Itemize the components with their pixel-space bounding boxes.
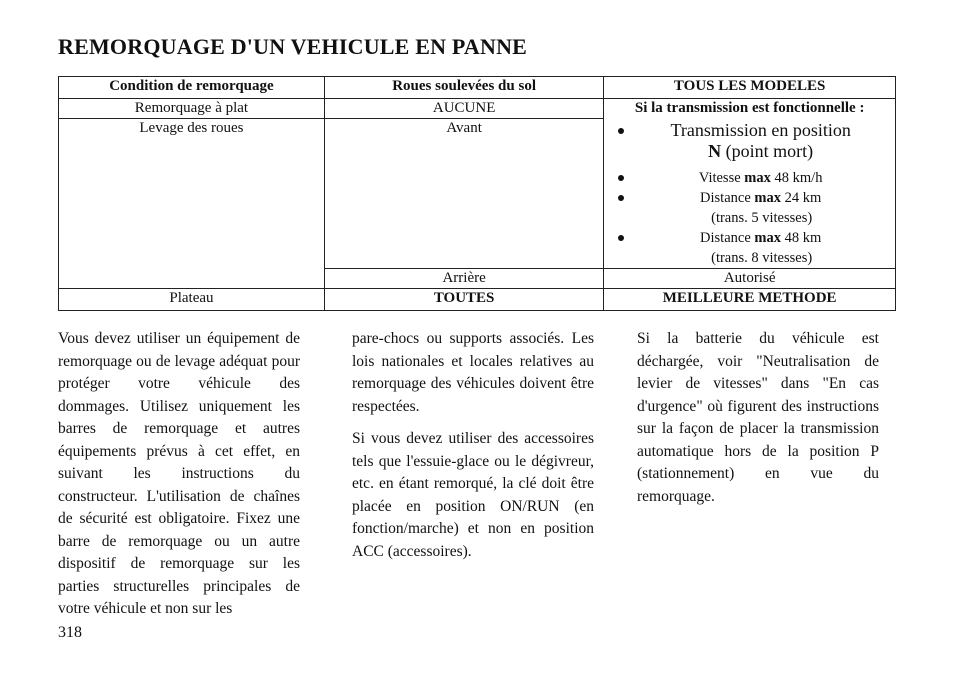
cell-flatbed-wheels: TOUTES (324, 289, 603, 311)
page-number: 318 (58, 624, 82, 641)
bullet-suffix: (point mort) (725, 141, 814, 161)
list-item (618, 188, 889, 228)
page-title: REMORQUAGE D'UN VEHICULE EN PANNE (58, 34, 528, 59)
cell-towing-conditions (604, 99, 896, 269)
cell-wheel-lift-front: Avant (324, 119, 603, 269)
bullet-key: max (754, 190, 781, 206)
bullet-key: max (744, 170, 771, 186)
bullet-key: N (708, 141, 722, 161)
cell-flat-wheels: AUCUNE (324, 99, 603, 119)
cell-wheel-lift-condition: Levage des roues (59, 119, 325, 289)
cell-rear-allowed: Autorisé (604, 269, 896, 289)
text-column-1 (58, 328, 300, 631)
bullet-key: max (754, 230, 781, 246)
cell-flatbed-condition: Plateau (59, 289, 325, 311)
table-row (59, 99, 896, 119)
text-column-2 (352, 328, 594, 573)
bullet-label: Distance (700, 190, 751, 206)
bullet-label: Distance (700, 230, 751, 246)
paragraph: Vous devez utiliser un équipement de remorquage ou de levage adéquat pour protéger votre véhicule des dommages. Utilisez uniquement les barres de remorquage et autres équipements prévus à cet effet, en suivant les instructions du constructeur. L'utilisation de chaînes de sécurité est obligatoire. Fixez une barre de remorquage ou un autre dispositif de remorquage sur les parties structurelles principales de votre véhicule et non sur les (58, 330, 300, 617)
list-item (618, 120, 889, 162)
header-wheels: Roues soulevées du sol (324, 77, 603, 99)
table-header-row (59, 77, 896, 99)
bullet-value: 48 km/h (774, 170, 823, 186)
conditions-heading: Si la transmission est fonctionnelle : (634, 100, 865, 116)
paragraph: Si la batterie du véhicule est déchargée, voir "Neutralisation de levier de vitesses" dans "En cas d'urgence" où figurent des instructions sur la façon de placer la transmission automatique hors de la position P (stationnement) en vue du remorquage. (637, 330, 879, 505)
header-all-models: TOUS LES MODELES (604, 77, 896, 99)
cell-flatbed-models: MEILLEURE METHODE (604, 289, 896, 311)
bullet-note: (trans. 5 vitesses) (711, 210, 813, 226)
paragraph: Si vous devez utiliser des accessoires tels que l'essuie-glace ou le dégivreur, etc. en étant remorqué, la clé doit être placée en position ON/RUN (en fonction/marche) et non en position ACC (accessoires). (352, 430, 594, 560)
towing-table (58, 76, 896, 311)
conditions-list (610, 120, 889, 268)
paragraph: pare-chocs ou supports associés. Les lois nationales et locales relatives au remorquage des véhicules doivent être respectées. (352, 330, 594, 415)
text-column-3 (637, 328, 879, 518)
list-item (618, 168, 889, 188)
cell-flat-condition: Remorquage à plat (59, 99, 325, 119)
bullet-note: (trans. 8 vitesses) (711, 250, 813, 266)
list-item (618, 228, 889, 268)
bullet-value: 48 km (784, 230, 822, 246)
bullet-value: 24 km (784, 190, 822, 206)
bullet-label: Vitesse (698, 170, 741, 186)
header-condition: Condition de remorquage (59, 77, 325, 99)
cell-wheel-lift-rear: Arrière (324, 269, 603, 289)
bullet-text: Transmission en position (670, 120, 851, 140)
table-row (59, 289, 896, 311)
